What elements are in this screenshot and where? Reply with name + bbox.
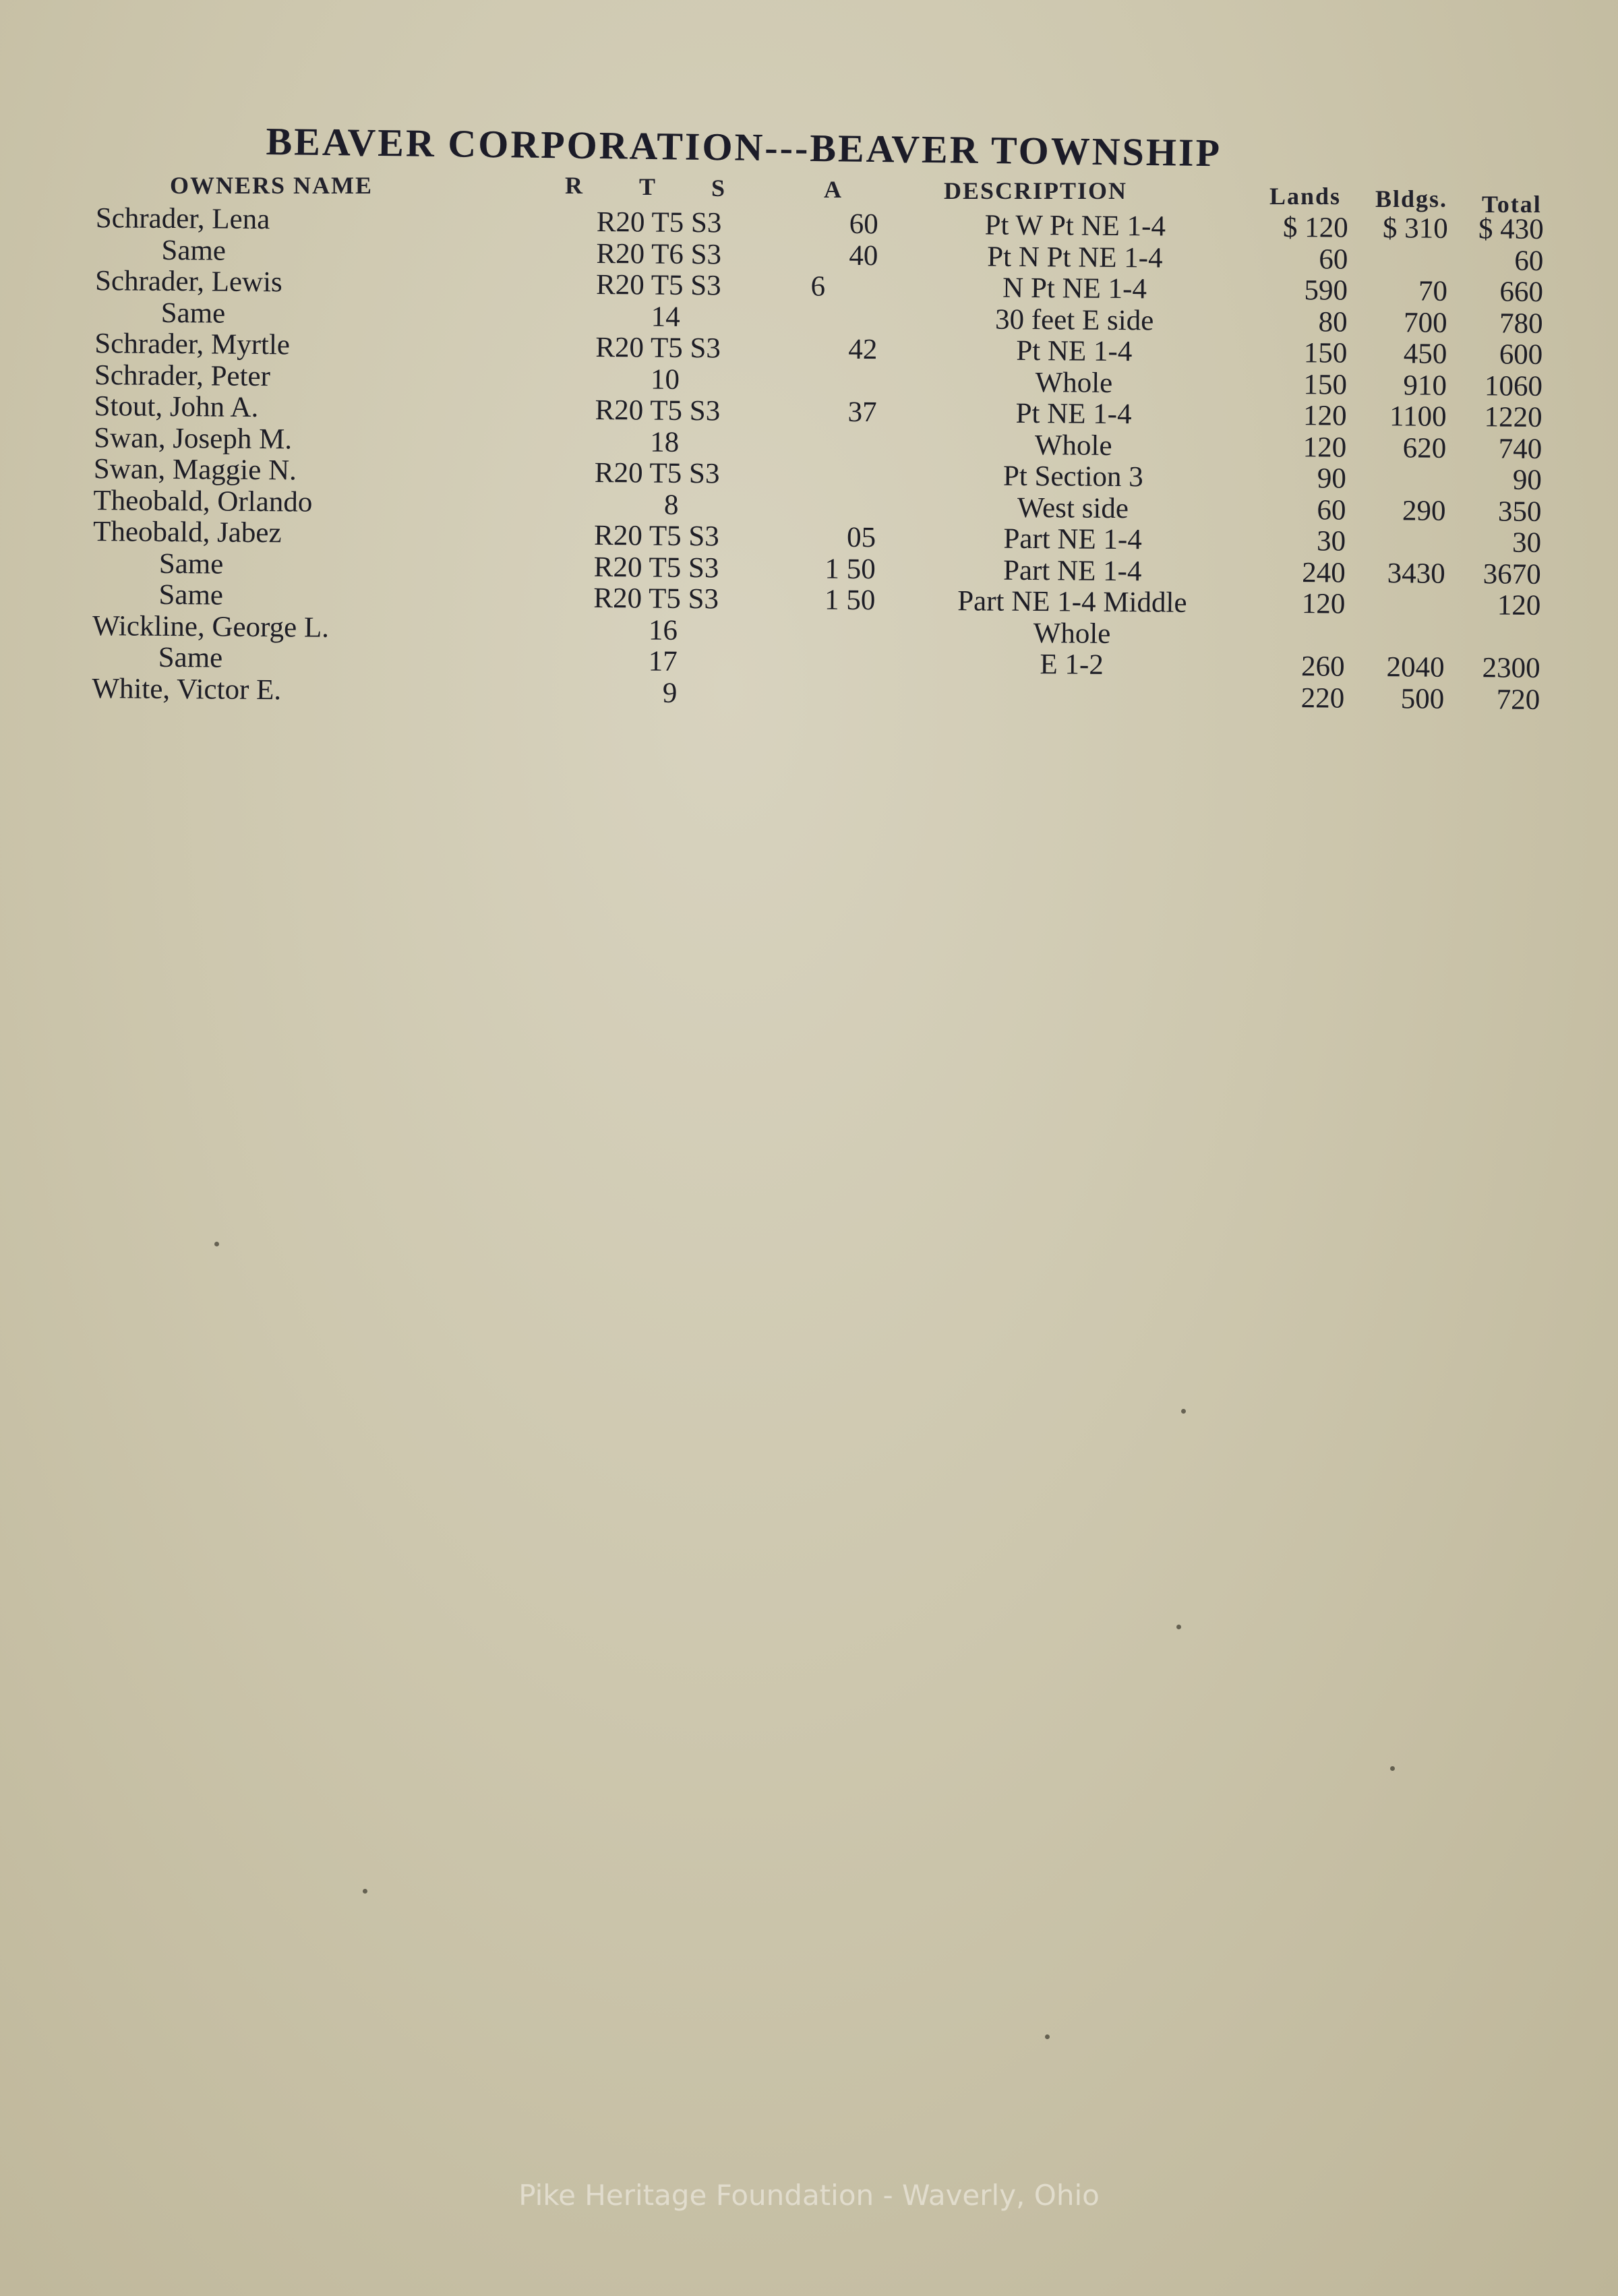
range-township-section: R20 T5 S3 <box>593 582 719 615</box>
owner-name: Schrader, Peter <box>94 359 271 392</box>
paper-speck <box>1176 1625 1181 1629</box>
range-township-section: 9 <box>662 677 678 709</box>
owner-name: Same <box>158 578 224 611</box>
buildings-value: 3430 <box>1387 557 1445 590</box>
owner-name: Swan, Maggie N. <box>93 453 297 487</box>
owner-name: Stout, John A. <box>94 390 259 424</box>
range-township-section: 18 <box>650 426 680 458</box>
acres: 05 <box>846 521 876 554</box>
owner-name: Same <box>158 641 223 674</box>
description: Part NE 1-4 Middle <box>957 585 1187 619</box>
range-township-section: 8 <box>663 489 679 521</box>
owner-name: Same <box>161 234 227 267</box>
total-value: 720 <box>1496 683 1540 716</box>
property-table <box>0 202 1618 717</box>
description: E 1-2 <box>1040 648 1104 681</box>
lands-value: 90 <box>1317 462 1347 495</box>
total-value: 350 <box>1497 495 1542 528</box>
description: Whole <box>1033 617 1111 650</box>
buildings-value: 700 <box>1403 306 1447 339</box>
lands-value: 60 <box>1319 243 1348 276</box>
description: West side <box>1017 491 1129 524</box>
buildings-value <box>1358 620 1445 621</box>
buildings-value: 1100 <box>1389 400 1447 433</box>
header-s: S <box>711 175 727 202</box>
acres <box>790 428 876 429</box>
owner-name: Same <box>160 297 226 330</box>
lands-value: 150 <box>1303 337 1348 369</box>
header-total: Total <box>1482 191 1542 218</box>
buildings-value: 70 <box>1418 275 1448 307</box>
total-value: $ 430 <box>1478 213 1544 245</box>
lands-value: 80 <box>1318 305 1348 338</box>
range-township-section: 10 <box>650 363 680 396</box>
total-value: 660 <box>1499 276 1544 308</box>
range-township-section: 16 <box>648 614 678 646</box>
lands-value: $ 120 <box>1282 211 1348 244</box>
lands-value: 590 <box>1304 274 1348 307</box>
acres <box>791 365 877 366</box>
header-description: DESCRIPTION <box>944 177 1128 204</box>
owner-name: Theobald, Jabez <box>92 516 282 549</box>
lands-value: 120 <box>1302 431 1347 464</box>
owner-name: Wickline, George L. <box>92 609 330 644</box>
buildings-value: 290 <box>1402 494 1446 527</box>
lands-value: 60 <box>1317 493 1346 526</box>
document-title: BEAVER CORPORATION---BEAVER TOWNSHIP <box>266 119 1222 175</box>
total-value: 2300 <box>1482 652 1540 684</box>
description: Whole <box>1034 429 1112 462</box>
acres <box>790 459 876 460</box>
lands-value: 220 <box>1300 682 1345 715</box>
acres <box>789 616 875 617</box>
buildings-value <box>1359 589 1445 590</box>
header-lands: Lands <box>1269 183 1342 210</box>
buildings-value <box>1362 244 1448 245</box>
total-value: 3670 <box>1482 557 1541 591</box>
description: Pt N Pt NE 1-4 <box>987 241 1163 274</box>
lands-value: 260 <box>1300 651 1345 683</box>
lands-value: 30 <box>1316 525 1346 557</box>
total-value: 30 <box>1511 526 1542 559</box>
owner-name: Theobald, Orlando <box>93 484 313 518</box>
range-township-section: R20 T5 S3 <box>596 206 722 239</box>
range-township-section: R20 T5 S3 <box>593 551 719 584</box>
paper-speck <box>363 1889 367 1894</box>
header-a: A <box>824 176 843 203</box>
owner-name: Same <box>158 547 224 580</box>
paper-speck <box>1390 1766 1395 1771</box>
paper-speck <box>1181 1409 1186 1414</box>
total-value: 1060 <box>1484 369 1543 402</box>
acres: 37 <box>847 396 877 429</box>
range-township-section: R20 T5 S3 <box>595 394 721 427</box>
description: Pt Section 3 <box>1002 460 1143 493</box>
range-township-section: R20 T5 S3 <box>594 456 720 490</box>
description: Whole <box>1035 366 1113 399</box>
description: Pt NE 1-4 <box>1016 334 1133 368</box>
range-township-section: R20 T5 S3 <box>595 331 721 365</box>
description: N Pt NE 1-4 <box>1002 272 1147 305</box>
acres: 40 <box>849 239 878 272</box>
range-township-section: R20 T6 S3 <box>596 237 722 270</box>
acres: 60 <box>849 208 878 241</box>
range-township-section: 14 <box>651 301 680 333</box>
owner-name: White, Victor E. <box>92 672 282 706</box>
owner-name: Schrader, Lena <box>95 202 270 236</box>
header-r: R <box>565 172 584 199</box>
description: Pt W Pt NE 1-4 <box>984 209 1166 243</box>
lands-value: 240 <box>1302 556 1346 589</box>
header-owners-name: OWNERS NAME <box>170 172 373 199</box>
acres: 1 50 <box>825 553 876 585</box>
owner-name: Schrader, Lewis <box>94 265 282 299</box>
total-value: 740 <box>1498 432 1542 465</box>
watermark-footer: Pike Heritage Foundation - Waverly, Ohio <box>518 2179 1100 2212</box>
description: Part NE 1-4 <box>1003 522 1143 556</box>
acres <box>789 647 875 648</box>
buildings-value: 2040 <box>1386 651 1445 684</box>
buildings-value: 910 <box>1403 369 1447 402</box>
acres: 6 <box>810 270 826 303</box>
paper-speck <box>1045 2034 1050 2039</box>
description: Pt NE 1-4 <box>1015 397 1132 431</box>
total-value: 600 <box>1499 338 1543 371</box>
paper-speck <box>214 1242 219 1246</box>
acres: 1 50 <box>824 584 876 617</box>
buildings-value: 450 <box>1403 338 1447 370</box>
range-township-section: R20 T5 S3 <box>593 519 719 553</box>
lands-value: 120 <box>1301 588 1346 620</box>
total-value: 120 <box>1497 589 1541 622</box>
header-bldgs: Bldgs. <box>1375 185 1448 212</box>
acres: 42 <box>848 333 878 366</box>
lands-value: 120 <box>1302 400 1347 432</box>
buildings-value: 500 <box>1400 682 1445 715</box>
range-township-section: R20 T5 S3 <box>595 268 721 302</box>
owner-name: Swan, Joseph M. <box>94 421 293 455</box>
total-value: 90 <box>1512 464 1542 496</box>
range-township-section: 17 <box>648 645 678 677</box>
total-value: 1220 <box>1484 401 1542 433</box>
total-value: 780 <box>1499 307 1543 340</box>
total-value: 60 <box>1514 245 1544 277</box>
header-t: T <box>639 173 657 200</box>
owner-name: Schrader, Myrtle <box>94 328 291 361</box>
lands-value: 150 <box>1303 368 1348 401</box>
description: 30 feet E side <box>994 303 1154 336</box>
buildings-value: $ 310 <box>1382 212 1448 245</box>
buildings-value <box>1359 526 1445 527</box>
description: Part NE 1-4 <box>1002 554 1142 587</box>
buildings-value: 620 <box>1402 431 1447 464</box>
